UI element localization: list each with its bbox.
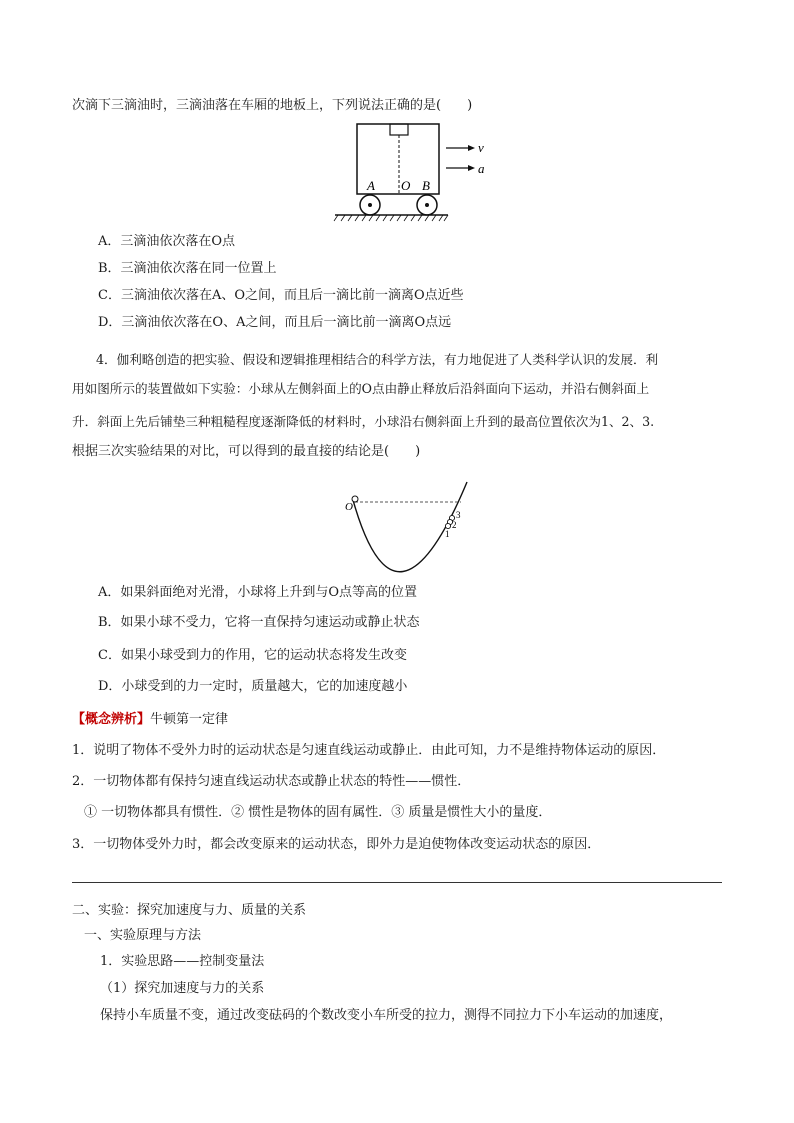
label-1: 1	[445, 529, 450, 539]
section2-sub1: 一、实验原理与方法	[84, 928, 202, 943]
q4-option-d: D．小球受到的力一定时，质量越大，它的加速度越小	[98, 679, 408, 694]
label-v: v	[478, 140, 484, 155]
track-figure	[335, 476, 485, 576]
section2-sub3: （1）探究加速度与力的关系	[100, 981, 265, 996]
q3-option-b: B．三滴油依次落在同一位置上	[98, 261, 277, 276]
q3-option-d: D．三滴油依次落在O、A之间，而且后一滴比前一滴离O点远	[98, 315, 452, 330]
q4-stem-line-3: 升．斜面上先后铺垫三种粗糙程度逐渐降低的材料时，小球沿右侧斜面上升到的最高位置依次为1、2、3.	[72, 414, 655, 429]
cart-figure	[330, 118, 500, 228]
section2-para: 保持小车质量不变，通过改变砝码的个数改变小车所受的拉力，测得不同拉力下小车运动的加速度，	[100, 1008, 673, 1023]
label-A: A	[367, 178, 375, 193]
concept-item-3: 3．一切物体受外力时，都会改变原来的运动状态，即外力是迫使物体改变运动状态的原因．	[72, 837, 601, 852]
label-2: 2	[452, 520, 457, 530]
label-a: a	[478, 161, 485, 176]
q4-stem-line-2: 用如图所示的装置做如下实验：小球从左侧斜面上的O点由静止释放后沿斜面向下运动，并沿右侧斜面上	[72, 381, 650, 396]
label-O-track: O	[345, 501, 353, 513]
concept-tag: 【概念辨析】	[72, 712, 151, 727]
section2-sub2: 1．实验思路——控制变量法	[100, 954, 265, 969]
concept-heading	[72, 710, 228, 730]
q4-option-b: B．如果小球不受力，它将一直保持匀速运动或静止状态	[98, 615, 420, 630]
q3-option-c: C．三滴油依次落在A、O之间，而且后一滴比前一滴离O点近些	[98, 288, 464, 303]
q4-option-c: C．如果小球受到力的作用，它的运动状态将发生改变	[98, 648, 407, 663]
q4-option-a: A．如果斜面绝对光滑，小球将上升到与O点等高的位置	[98, 585, 418, 600]
oil-dropper	[390, 124, 408, 135]
label-3: 3	[456, 510, 461, 520]
q4-stem-line-4: 根据三次实验结果的对比，可以得到的最直接的结论是( )	[72, 444, 421, 459]
concept-item-2-sub: ① 一切物体都具有惯性．② 惯性是物体的固有属性．③ 质量是惯性大小的量度．	[84, 805, 552, 820]
concept-title: 牛顿第一定律	[150, 712, 229, 727]
section-divider	[72, 882, 722, 883]
q3-stem: 次滴下三滴油时，三滴油落在车厢的地板上，下列说法正确的是( )	[72, 98, 473, 113]
q4-stem-line-1: 4．伽利略创造的把实验、假设和逻辑推理相结合的科学方法，有力地促进了人类科学认识的发展．利	[96, 352, 659, 367]
concept-item-2: 2．一切物体都有保持匀速直线运动状态或静止状态的特性——惯性．	[72, 774, 471, 789]
q3-option-a: A．三滴油依次落在O点	[98, 234, 236, 249]
section2-heading: 二、实验：探究加速度与力、质量的关系	[72, 903, 307, 918]
concept-item-1: 1．说明了物体不受外力时的运动状态是匀速直线运动或静止．由此可知，力不是维持物体运动的原因．	[72, 743, 666, 758]
label-O: O	[401, 178, 411, 193]
label-B: B	[422, 178, 430, 193]
